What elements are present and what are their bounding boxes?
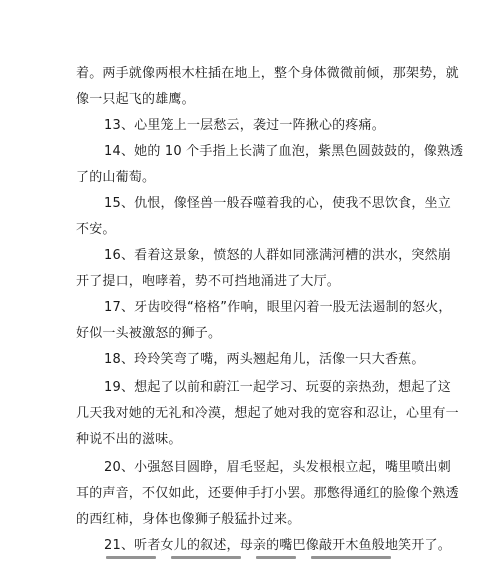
text-line: 耳的声音，不仅如此，还要伸手打小罢。那憋得通红的脸像个熟透: [76, 486, 459, 501]
text-line: 13、心里笼上一层愁云，袭过一阵揪心的疼痛。: [104, 118, 385, 133]
text-line: 17、牙齿咬得“格格”作响，眼里闪着一股无法遏制的怒火，: [104, 300, 452, 315]
text-line: 16、看着这景象，愤怒的人群如同涨满河槽的洪水，突然崩: [104, 248, 451, 263]
text-line: 像一只起飞的雄鹰。: [76, 92, 195, 107]
text-line: 14、她的 10 个手指上长满了血泡，紫黑色圆鼓鼓的，像熟透: [104, 144, 464, 159]
text-line: 15、仇恨，像怪兽一般吞噬着我的心，使我不思饮食，坐立: [104, 196, 451, 211]
text-line: 了的山葡萄。: [76, 170, 156, 185]
text-line: 21、听者女儿的叙述，母亲的嘴巴像敲开木鱼般地笑开了。: [104, 538, 451, 553]
text-line: 种说不出的滋味。: [76, 432, 182, 447]
text-line: 开了提口，咆哮着，势不可挡地涌进了大厅。: [76, 274, 341, 289]
text-line: 不安。: [76, 222, 116, 237]
text-line: 20、小强怒目圆睁，眉毛竖起，头发根根立起，嘴里喷出刺: [104, 460, 451, 475]
cropped-next-line: [76, 556, 436, 565]
text-line: 的西红柿，身体也像狮子般猛扑过来。: [76, 512, 301, 527]
text-line: 几天我对她的无礼和冷漠，想起了她对我的宽容和忍让，心里有一: [76, 406, 459, 421]
text-line: 着。两手就像两根木柱插在地上，整个身体微微前倾，那架势，就: [76, 66, 459, 81]
text-line: 18、玲玲笑弯了嘴，两头翘起角儿，活像一只大香蕉。: [104, 352, 425, 367]
text-line: 好似一头被激怒的狮子。: [76, 326, 222, 341]
text-line: 19、想起了以前和蔚江一起学习、玩耍的亲热劲，想起了这: [104, 380, 451, 395]
